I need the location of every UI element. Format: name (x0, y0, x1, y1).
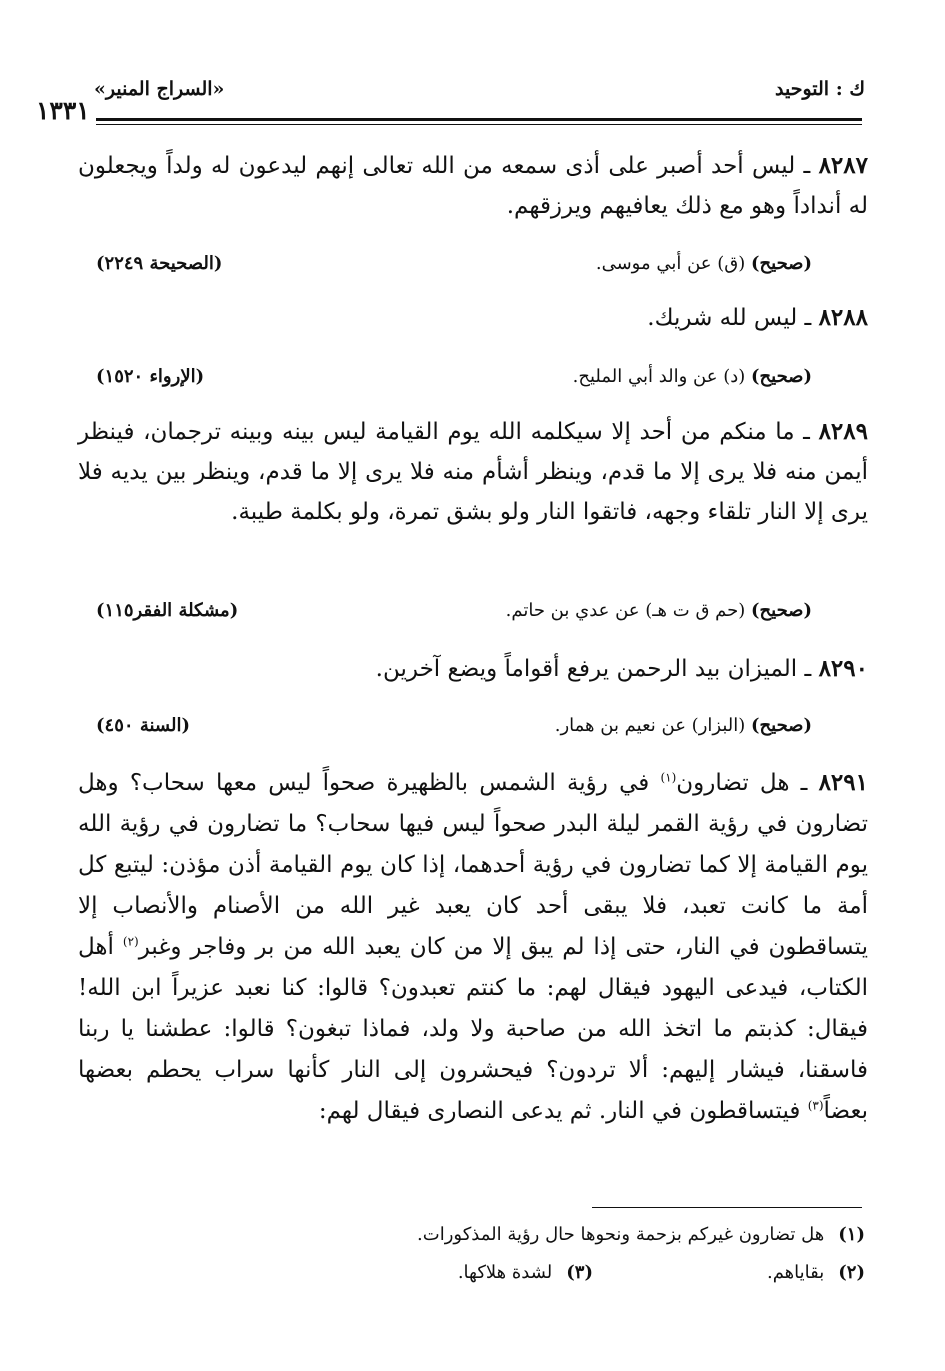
hadith-number: ٨٢٩١ (818, 769, 868, 796)
hadith-text-part: في رؤية الشمس بالظهيرة صحواً ليس معها سحاب؟ وهل تضارون في رؤية القمر ليلة البدر صحواً ليس فيها سحاب؟ ما تضارون في رؤية الله يوم القيامة إلا كما تضارون في رؤية أحدهما، إذا كان يوم القيامة أذن مؤذن: ليتبع كل أمة ما كانت تعبد، فلا يبقى أحد كان يعبد غير الله من الأصنام والأنصاب إلا يتساقطون في النار، حتى إذا لم يبق إلا من كان يعبد الله من بر وفاجر وغبر (78, 770, 869, 960)
hadith-text: ليس أحد أصبر على أذى سمعه من الله تعالى إنهم ليدعون له ولداً ويجعلون له أنداداً وهو مع ذلك يعافيهم ويرزقهم. (78, 153, 868, 219)
hadith-source-8289 (96, 600, 812, 621)
hadith-text-part: هل تضارون (676, 770, 790, 796)
hadith-number: ٨٢٨٨ (818, 304, 868, 331)
grade-label: (صحيح) (751, 253, 812, 274)
header-rule (96, 118, 862, 121)
footnote-number: (١) (838, 1224, 865, 1245)
hadith-source-8290 (96, 715, 812, 736)
hadith-text: ليس لله شريك. (647, 305, 798, 331)
footnote-2 (767, 1262, 865, 1283)
book-title-header: «السراج المنير» (94, 78, 225, 100)
reference: (السنة ٤٥٠) (96, 715, 190, 736)
hadith-number: ٨٢٩٠ (818, 655, 868, 682)
hadith-8290: ٨٢٩٠ ـ الميزان بيد الرحمن يرفع أقواماً ويضع آخرين. (375, 655, 868, 682)
hadith-text-part: فيتساقطون في النار. ثم يدعى النصارى فيقال لهم: (318, 1098, 801, 1124)
hadith-text-part: أهل الكتاب، فيدعى اليهود فيقال لهم: ما كنتم تعبدون؟ قالوا: كنا نعبد عزيراً ابن الله! فيقال: كذبتم ما اتخذ الله من صاحبة ولا ولد، فماذا تبغون؟ قالوا: عطشنا يا ربنا فاسقنا، فيشار إليهم: ألا تردون؟ فيحشرون إلى النار كأنها سراب يحطم بعضها بعضاً (78, 934, 868, 1124)
reference: (الصحيحة ٢٢٤٩) (96, 253, 223, 274)
grade-label: (صحيح) (751, 600, 812, 621)
narrator: (حم ق ت هـ) عن عدي بن حاتم. (505, 600, 746, 621)
grade-label: (صحيح) (751, 366, 812, 387)
footnote-marker[interactable]: (١) (660, 770, 677, 785)
reference: (مشكلة الفقر١١٥) (96, 600, 239, 621)
narrator: (د) عن والد أبي المليح. (572, 366, 746, 387)
reference: (الإرواء ١٥٢٠) (96, 366, 205, 387)
footnote-rule (592, 1207, 862, 1208)
footnote-3 (458, 1262, 593, 1283)
footnote-1 (417, 1224, 865, 1245)
grade-label: (صحيح) (751, 715, 812, 736)
hadith-text: ما منكم من أحد إلا سيكلمه الله يوم القيامة ليس بينه وبينه ترجمان، فينظر أيمن منه فلا يرى إلا ما قدم، وينظر أشأم منه فلا يرى إلا ما قدم، وينظر بين يديه فلا يرى إلا النار تلقاء وجهه، فاتقوا النار ولو بشق تمرة، ولو بكلمة طيبة. (78, 419, 868, 525)
footnote-marker[interactable]: (٢) (122, 934, 139, 949)
footnote-text: لشدة هلاكها. (457, 1262, 553, 1283)
footnote-text: هل تضارون غيركم بزحمة ونحوها حال رؤية المذكورات. (417, 1224, 825, 1245)
narrator: (البزار) عن نعيم بن همار. (554, 715, 746, 736)
hadith-source-8287 (96, 253, 812, 274)
hadith-8287: ٨٢٨٧ ـ ليس أحد أصبر على أذى سمعه من الله تعالى إنهم ليدعون له ولداً ويجعلون له أنداداً وهو مع ذلك يعافيهم ويرزقهم. (78, 152, 868, 219)
hadith-number: ٨٢٨٧ (818, 152, 868, 179)
hadith-8289: ٨٢٨٩ ـ ما منكم من أحد إلا سيكلمه الله يوم القيامة ليس بينه وبينه ترجمان، فينظر أيمن منه فلا يرى إلا ما قدم، وينظر أشأم منه فلا يرى إلا ما قدم، وينظر بين يديه فلا يرى إلا النار تلقاء وجهه، فاتقوا النار ولو بشق تمرة، ولو بكلمة طيبة. (78, 418, 868, 525)
chapter-header: ك : التوحيد (775, 78, 865, 100)
hadith-number: ٨٢٨٩ (818, 418, 868, 445)
footnote-number: (٢) (838, 1262, 865, 1283)
narrator: (ق) عن أبي موسى. (595, 253, 746, 274)
hadith-text: الميزان بيد الرحمن يرفع أقواماً ويضع آخرين. (375, 656, 798, 682)
hadith-8291: ٨٢٩١ ـ هل تضارون$^{(١)}$ في رؤية الشمس بالظهيرة صحواً ليس معها سحاب؟ وهل تضارون في رؤية القمر ليلة البدر صحواً ليس فيها سحاب؟ ما تضارون في رؤية الله يوم القيامة إلا كما تضارون في رؤية أحدهما، إذا كان يوم القيامة أذن مؤذن: ليتبع كل أمة ما كانت تعبد، فلا يبقى أحد كان يعبد غير الله من الأصنام والأنصاب إلا يتساقطون في النار، حتى إذا لم يبق إلا من كان يعبد الله من بر وفاجر وغبر$^{(٢)}$ أهل الكتاب، فيدعى اليهود فيقال لهم: ما كنتم تعبدون؟ قالوا: كنا نعبد عزيراً ابن الله! فيقال: كذبتم ما اتخذ الله من صاحبة ولا ولد، فماذا تبغون؟ قالوا: عطشنا يا ربنا فاسقنا، فيشار إليهم: ألا تردون؟ فيحشرون إلى النار كأنها سراب يحطم بعضها بعضاً$^{(٣)}$ فيتساقطون في النار. ثم يدعى النصارى فيقال لهم: (78, 769, 869, 1124)
footnote-text: بقاياهم. (766, 1262, 825, 1283)
hadith-8288: ٨٢٨٨ ـ ليس لله شريك. (647, 304, 868, 331)
page-number: ١٣٣١ (36, 96, 90, 125)
footnote-marker[interactable]: (٣) (807, 1098, 824, 1113)
footnote-number: (٣) (566, 1262, 593, 1283)
hadith-source-8288 (96, 366, 812, 387)
header-rule-thin (96, 124, 862, 125)
